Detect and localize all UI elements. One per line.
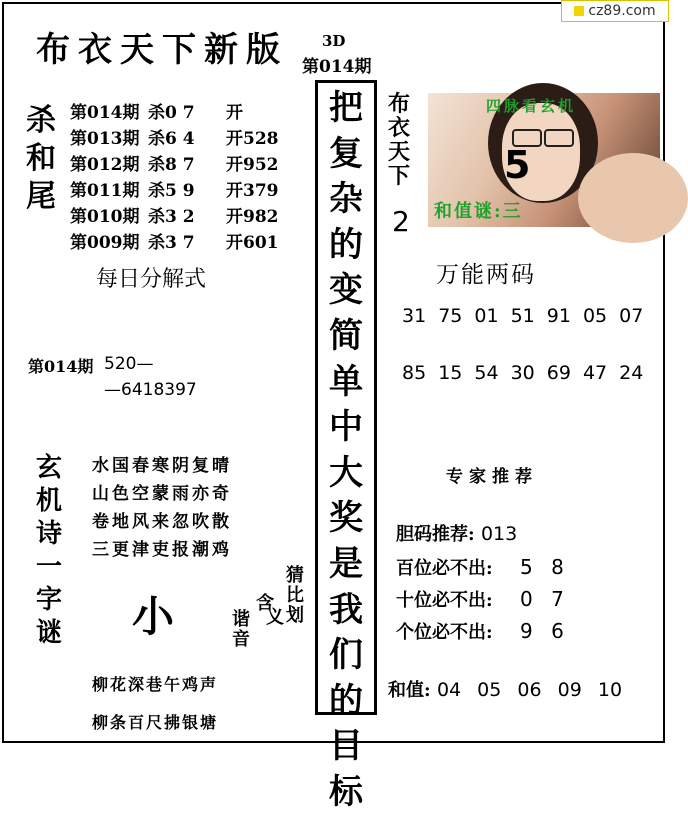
buyi-char: 天 [388,139,411,165]
watermark-text: cz89.com [588,3,656,19]
riddle-line-1: 柳花深巷午鸡声 [92,675,219,694]
hint-cai [286,566,304,586]
dan-value: 013 [480,523,518,545]
poem-label-char: 诗 [36,519,63,549]
page-title: 布衣天下新版 [36,30,288,70]
hint-hanyi-2 [266,608,284,628]
two-codes-row-1 [402,305,655,327]
sum-values [437,679,632,701]
units-label: 个位必不出: [396,622,493,643]
hint-char: 划 [286,605,304,626]
poem-label-char: 谜 [36,618,63,648]
hint-bihua [286,586,304,626]
poem-line: 卷地风来忽吹散 [92,512,232,532]
hint-char: 谐 [232,609,250,630]
units-value: 9 6 [520,619,570,643]
kill-issue: 第012期 [70,155,140,175]
photo-number: 5 [504,143,531,187]
kill-table [70,100,279,256]
slogan-char: 的 [329,224,363,265]
watermark-square-icon [574,6,584,16]
hundreds-label: 百位必不出: [396,558,493,579]
hint-char: 含 [256,593,274,614]
poem-label-char: 玄 [36,453,63,483]
dan-code-row [396,520,517,546]
slogan-char: 简 [329,315,363,356]
slogan-char: 我 [329,589,363,630]
two-codes-title: 万能两码 [436,262,536,288]
expert-title: 专家推荐 [446,467,538,487]
open-value: 开982 [226,207,279,227]
kill-row [70,178,279,204]
kill-value: 杀5 9 [148,181,195,201]
photo-caption-bottom: 和值谜:三 [434,201,523,222]
kill-label-char: 尾 [26,179,56,214]
open-value: 开952 [226,155,279,175]
code-number: 24 [619,362,644,384]
kill-issue: 第010期 [70,207,140,227]
kill-label-char: 和 [26,141,56,176]
kill-issue: 第013期 [70,129,140,149]
open-value: 开528 [226,129,279,149]
buyi-number: 2 [392,205,410,238]
slogan-char: 的 [329,680,363,721]
slogan-char: 单 [329,361,363,402]
poem-line: 山色空蒙雨亦奇 [92,484,232,504]
code-number: 01 [474,305,499,327]
open-value: 开601 [226,233,279,253]
issue-number: 第014期 [302,57,372,77]
poem-section-label [36,452,62,650]
photo-caption-top: 四脉看玄机 [486,97,577,115]
promo-photo [428,93,660,227]
poem-label-char: 一 [36,552,63,582]
hint-char: 义 [266,607,284,628]
hint-char: 比 [286,585,304,606]
slogan-char: 变 [329,270,363,311]
kill-label-char: 杀 [26,103,56,138]
kill-value: 杀3 2 [148,207,195,227]
site-watermark[interactable] [561,0,669,22]
code-number: 05 [582,305,608,327]
poem-label-char: 机 [36,486,63,516]
code-number: 07 [619,305,644,327]
formula-line-1: 520— [104,354,154,374]
tens-exclude-row [396,586,570,612]
poem-lines [92,452,232,564]
kill-issue: 第011期 [70,181,140,201]
sum-value: 05 [477,679,502,701]
tag-3d: 3D [322,32,346,50]
slogan-char: 杂 [329,179,363,220]
buyi-label [388,92,410,188]
code-number: 85 [402,362,427,384]
kill-row [70,152,279,178]
kill-row [70,100,279,126]
buyi-char: 衣 [388,115,411,141]
code-number: 75 [438,305,463,327]
riddle-character: 小 [132,592,175,641]
slogan-char: 标 [329,771,363,812]
hint-xieyin [232,610,250,650]
slogan-char: 中 [329,407,363,448]
formula-line-2: —6418397 [104,380,197,400]
kill-value: 杀3 7 [148,233,195,253]
hundreds-value: 5 8 [520,555,570,579]
buyi-char: 布 [388,91,411,117]
open-value: 开 [226,103,243,123]
photo-shoulder-shape [578,153,688,243]
poem-line: 水国春寒阴复晴 [92,456,232,476]
formula-issue: 第014期 [28,357,94,376]
units-exclude-row [396,618,570,644]
code-number: 69 [546,362,571,384]
sum-value: 09 [557,679,582,701]
two-codes-row-2 [402,362,655,384]
kill-issue: 第009期 [70,233,140,253]
slogan-char: 们 [329,635,363,676]
kill-issue: 第014期 [70,103,140,123]
code-number: 91 [546,305,571,327]
dan-label: 胆码推荐: [396,524,475,545]
slogan-char: 复 [329,133,363,174]
sum-value: 06 [517,679,542,701]
daily-formula-title: 每日分解式 [96,267,207,292]
slogan-char: 目 [329,726,363,767]
kill-value: 杀0 7 [148,103,195,123]
poem-line: 三更津吏报潮鸡 [92,540,232,560]
kill-value: 杀8 7 [148,155,195,175]
tens-value: 0 7 [520,587,570,611]
sum-value-row [388,676,632,702]
open-value: 开379 [226,181,279,201]
buyi-char: 下 [388,163,411,189]
hint-char: 猜 [286,565,304,586]
kill-row [70,126,279,152]
code-number: 30 [510,362,535,384]
riddle-line-2: 柳条百尺拂银塘 [92,713,219,732]
slogan-char: 奖 [329,498,363,539]
slogan-char: 大 [329,452,363,493]
sum-label: 和值: [388,680,431,701]
kill-row [70,204,279,230]
kill-value: 杀6 4 [148,129,195,149]
sum-value: 04 [436,679,462,701]
center-slogan [315,86,377,816]
code-number: 47 [582,362,608,384]
hundreds-exclude-row [396,554,570,580]
kill-section-label [26,104,56,218]
code-number: 51 [510,305,535,327]
sum-value: 10 [597,679,623,701]
tens-label: 十位必不出: [396,590,493,611]
slogan-char: 把 [329,88,363,128]
code-number: 31 [402,305,427,327]
kill-row [70,230,279,256]
hint-char: 音 [232,629,250,650]
code-number: 54 [474,362,499,384]
slogan-char: 是 [329,543,363,584]
code-number: 15 [438,362,463,384]
glasses-icon [544,129,574,147]
poem-label-char: 字 [36,585,63,615]
